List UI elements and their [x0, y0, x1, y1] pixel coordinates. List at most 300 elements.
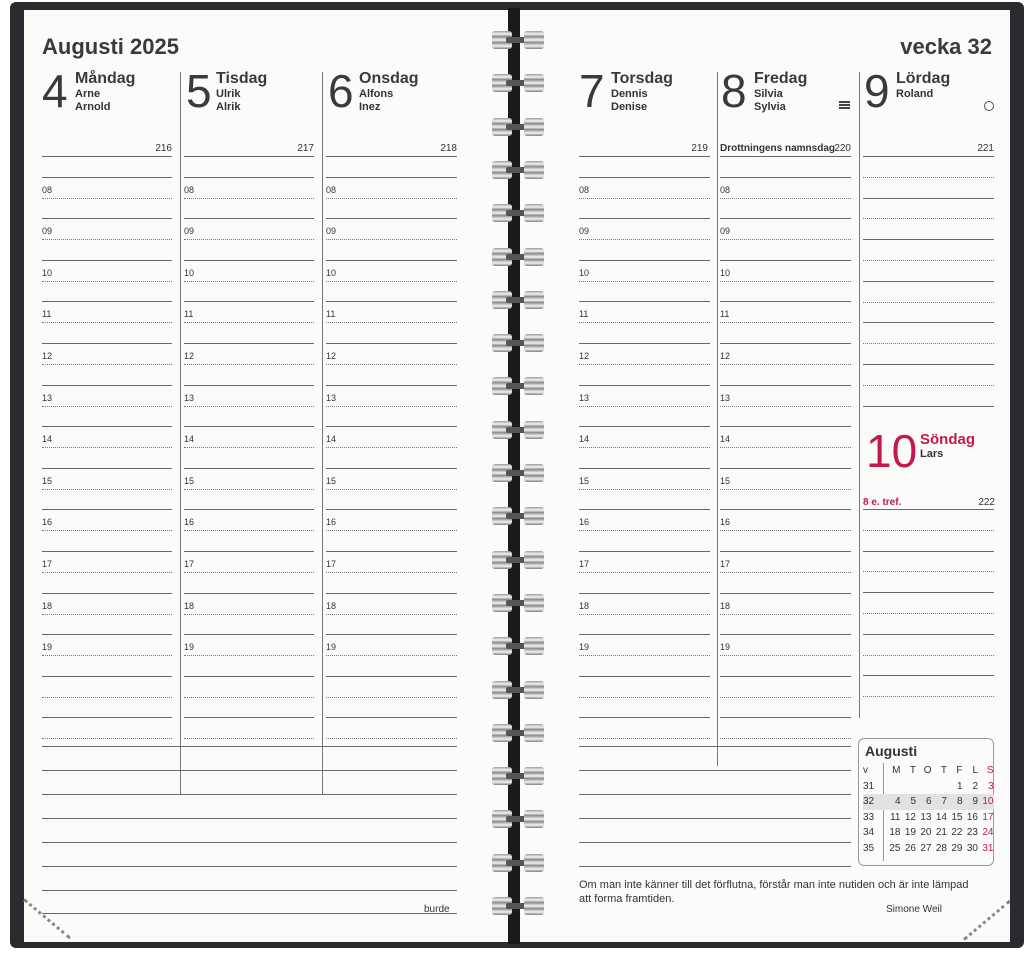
ruled-line	[720, 717, 851, 718]
quote-text: Om man inte känner till det förflutna, förstår man inte nutiden och är inte lämpad att forma framtiden.	[579, 879, 969, 905]
dotted-line	[720, 489, 851, 490]
spiral-ring	[492, 507, 544, 525]
hour-label: 09	[42, 226, 53, 237]
day-number: 6	[328, 65, 354, 117]
ruled-line	[42, 385, 172, 386]
dotted-line	[720, 322, 851, 323]
mini-calendar-day: 19	[904, 827, 916, 839]
ruled-line	[720, 385, 851, 386]
dotted-line	[326, 406, 457, 407]
ruled-line	[579, 770, 851, 771]
hour-label: 16	[579, 517, 590, 528]
day-of-year: 220	[834, 143, 851, 154]
ruled-line	[863, 322, 994, 323]
holiday-label: Drottningens namnsdag	[720, 143, 836, 154]
spiral-ring	[492, 291, 544, 309]
hour-label: 16	[42, 517, 53, 528]
ruled-line	[579, 426, 710, 427]
dotted-line	[326, 655, 457, 656]
mini-calendar-day: 14	[935, 811, 947, 823]
column-divider	[322, 72, 323, 794]
ruled-line	[579, 746, 851, 747]
spiral-ring	[492, 594, 544, 612]
week-number: 31	[863, 780, 875, 792]
spiral-ring	[492, 74, 544, 92]
hour-label: 14	[720, 434, 731, 445]
ruled-line	[720, 260, 851, 261]
hour-label: 19	[720, 642, 731, 653]
mini-calendar-day: O	[923, 765, 932, 777]
mini-calendar-day: 8	[956, 796, 963, 808]
ruled-line	[42, 301, 172, 302]
hour-label: 10	[42, 267, 53, 278]
ruled-line	[720, 177, 851, 178]
dotted-line	[326, 697, 457, 698]
ruled-line	[184, 385, 314, 386]
hour-label: 11	[184, 309, 194, 320]
ruled-line	[579, 842, 851, 843]
ruled-line	[184, 593, 314, 594]
hour-label: 19	[42, 642, 53, 653]
ruled-line	[42, 676, 172, 677]
ruled-line	[326, 509, 457, 510]
ruled-line	[720, 156, 851, 157]
mini-calendar-day: 27	[920, 842, 932, 854]
week-number: 34	[863, 827, 875, 839]
day-name: Onsdag	[359, 70, 419, 87]
ruled-line	[42, 634, 172, 635]
ruled-line	[326, 260, 457, 261]
ruled-line	[863, 675, 994, 676]
sunday-church-label: 8 e. tref.	[863, 497, 902, 508]
moon-phase-icon	[984, 101, 994, 111]
ruled-line	[42, 842, 457, 843]
ruled-line	[42, 343, 172, 344]
mini-calendar-day: 7	[941, 796, 947, 808]
hour-label: 19	[579, 642, 590, 653]
mini-calendar-title: Augusti	[865, 743, 918, 759]
ruled-line	[579, 676, 710, 677]
ruled-line	[863, 198, 994, 199]
ruled-line	[863, 634, 994, 635]
dotted-line	[326, 322, 457, 323]
day-header-wednesday	[328, 65, 464, 128]
mini-calendar-week	[863, 779, 994, 795]
ruled-line	[863, 406, 994, 407]
ruled-line	[184, 343, 314, 344]
hour-label: 14	[326, 434, 337, 445]
hour-label: 12	[720, 351, 731, 361]
dotted-line	[184, 697, 314, 698]
dotted-line	[326, 364, 457, 365]
week-title: vecka 32	[900, 34, 992, 59]
dotted-line	[720, 281, 851, 282]
mini-calendar-day: 6	[925, 796, 932, 808]
ruled-line	[184, 218, 314, 219]
mini-calendar-day: 3	[987, 780, 994, 792]
ruled-line	[863, 239, 994, 240]
mini-calendar-day: L	[972, 765, 978, 777]
dotted-line	[42, 697, 172, 698]
dotted-line	[184, 364, 314, 365]
dotted-line	[42, 655, 172, 656]
ruled-line	[42, 509, 172, 510]
ruled-line	[720, 468, 851, 469]
spiral-ring	[492, 551, 544, 569]
dotted-line	[184, 614, 314, 615]
spiral-ring	[492, 724, 544, 742]
hour-label: 15	[720, 475, 731, 486]
day-of-year: 221	[977, 143, 994, 154]
name-day: Dennis	[611, 88, 648, 100]
spiral-ring	[492, 421, 544, 439]
ruled-line	[720, 301, 851, 302]
ruled-line	[42, 794, 457, 795]
dotted-line	[579, 198, 710, 199]
dotted-line	[579, 281, 710, 282]
name-day: Denise	[611, 101, 648, 113]
mini-calendar-day: 2	[972, 780, 978, 792]
day-name: Måndag	[75, 70, 136, 87]
day-name: Torsdag	[611, 70, 673, 87]
quote-author: Simone Weil	[886, 904, 942, 915]
hour-label: 12	[42, 351, 53, 361]
month-title: Augusti 2025	[42, 34, 179, 59]
dotted-line	[42, 198, 172, 199]
ruled-line	[579, 468, 710, 469]
spiral-ring	[492, 377, 544, 395]
ruled-line	[42, 866, 457, 867]
column-divider	[180, 72, 181, 794]
dotted-line	[42, 239, 172, 240]
dotted-line	[863, 177, 994, 178]
dotted-line	[579, 530, 710, 531]
hour-label: 12	[184, 351, 195, 361]
dotted-line	[326, 738, 457, 739]
ruled-line	[720, 426, 851, 427]
day-name: Tisdag	[216, 70, 268, 87]
hour-label: 19	[326, 642, 337, 653]
ruled-line	[720, 593, 851, 594]
mini-calendar-day: 4	[894, 796, 901, 808]
ruled-line	[579, 509, 710, 510]
mini-calendar-day: 9	[972, 796, 978, 808]
hour-label: 16	[720, 517, 731, 528]
ruled-line	[184, 468, 314, 469]
ruled-line	[42, 468, 172, 469]
name-day: Lars	[920, 448, 944, 460]
name-day: Inez	[359, 101, 381, 113]
spiral-ring	[492, 637, 544, 655]
mini-calendar-day: 16	[966, 811, 978, 823]
hour-label: 09	[579, 226, 590, 237]
name-day: Alrik	[216, 101, 241, 113]
ruled-line	[42, 890, 457, 891]
week-number: v	[863, 765, 868, 777]
dotted-line	[42, 406, 172, 407]
spiral-ring	[492, 204, 544, 222]
mini-calendar-day: 22	[951, 827, 963, 839]
dotted-line	[720, 239, 851, 240]
hour-label: 11	[579, 309, 589, 320]
dotted-line	[720, 655, 851, 656]
hour-label: 08	[326, 184, 337, 195]
sunday-name: Söndag	[920, 431, 975, 448]
name-day: Arnold	[75, 101, 111, 113]
day-name: Lördag	[896, 70, 951, 87]
hour-label: 11	[720, 309, 730, 320]
mini-calendar	[858, 738, 994, 866]
hour-label: 15	[42, 475, 53, 486]
ruled-line	[184, 676, 314, 677]
day-of-year: 216	[155, 143, 172, 154]
ruled-line	[579, 866, 851, 867]
day-number: 9	[864, 65, 890, 117]
dotted-line	[184, 322, 314, 323]
ruled-line	[579, 343, 710, 344]
swedish-flag-icon	[839, 101, 850, 109]
dotted-line	[42, 738, 172, 739]
dotted-line	[184, 655, 314, 656]
dotted-line	[720, 738, 851, 739]
ruled-line	[863, 156, 994, 157]
name-day: Silvia	[754, 88, 783, 100]
ruled-line	[720, 509, 851, 510]
day-of-year: 222	[978, 497, 995, 508]
dotted-line	[579, 406, 710, 407]
week-number: 35	[863, 842, 875, 854]
dotted-line	[42, 281, 172, 282]
ruled-line	[579, 260, 710, 261]
hour-label: 15	[326, 475, 337, 486]
hour-label: 08	[720, 184, 731, 195]
mini-calendar-day: 1	[956, 780, 963, 792]
ruled-line	[42, 260, 172, 261]
ruled-line	[326, 177, 457, 178]
hour-label: 08	[42, 184, 53, 195]
dotted-line	[579, 322, 710, 323]
hour-label: 18	[579, 600, 590, 611]
ruled-line	[326, 426, 457, 427]
ruled-line	[579, 794, 851, 795]
ruled-line	[326, 156, 457, 157]
mini-calendar-day: 26	[904, 842, 916, 854]
dotted-line	[42, 614, 172, 615]
week-number: 33	[863, 811, 875, 823]
dotted-line	[42, 530, 172, 531]
spiral-ring	[492, 334, 544, 352]
mini-calendar-day: 23	[966, 827, 978, 839]
ruled-line	[720, 343, 851, 344]
hour-label: 17	[326, 559, 337, 569]
dotted-line	[579, 697, 710, 698]
hour-label: 13	[42, 392, 53, 403]
hour-label: 18	[720, 600, 731, 611]
dotted-line	[326, 614, 457, 615]
dotted-line	[863, 260, 994, 261]
spiral-ring	[492, 681, 544, 699]
mini-calendar-day: 15	[951, 811, 963, 823]
ruled-line	[720, 676, 851, 677]
dotted-line	[579, 614, 710, 615]
ruled-line	[579, 717, 710, 718]
ruled-line	[863, 592, 994, 593]
ruled-line	[326, 717, 457, 718]
mini-calendar-day: 24	[982, 827, 994, 839]
mini-calendar-grid	[863, 763, 994, 856]
name-day: Alfons	[359, 88, 394, 100]
mini-calendar-day: M	[892, 765, 901, 777]
mini-calendar-day: 10	[982, 796, 994, 808]
hour-label: 11	[326, 309, 336, 320]
dotted-line	[720, 447, 851, 448]
ruled-line	[42, 818, 457, 819]
ruled-line	[720, 218, 851, 219]
hour-label: 17	[184, 559, 195, 569]
sunday-number: 10	[866, 425, 918, 477]
day-header-thursday	[579, 65, 715, 128]
spiral-ring	[492, 31, 544, 49]
mini-calendar-day: 17	[982, 811, 994, 823]
spiral-ring	[492, 161, 544, 179]
ruled-line	[579, 634, 710, 635]
ruled-line	[579, 156, 710, 157]
ruled-line	[579, 593, 710, 594]
ruled-line	[579, 818, 851, 819]
hour-label: 13	[184, 392, 195, 403]
ruled-line	[579, 301, 710, 302]
mini-calendar-day: 11	[890, 811, 901, 823]
dotted-line	[720, 614, 851, 615]
dotted-line	[326, 530, 457, 531]
ruled-line	[184, 156, 314, 157]
ruled-line	[579, 551, 710, 552]
mini-calendar-day: 18	[889, 827, 901, 839]
dotted-line	[863, 530, 994, 531]
day-name: Fredag	[754, 70, 808, 87]
ruled-line	[42, 156, 172, 157]
dotted-line	[579, 489, 710, 490]
dotted-line	[184, 406, 314, 407]
ruled-line	[42, 426, 172, 427]
spiral-ring	[492, 248, 544, 266]
hour-label: 15	[579, 475, 590, 486]
hour-label: 12	[579, 351, 590, 361]
dotted-line	[326, 281, 457, 282]
ruled-line	[326, 301, 457, 302]
ruled-line	[184, 426, 314, 427]
mini-calendar-day: T	[940, 765, 947, 777]
mini-calendar-day: 29	[951, 842, 963, 854]
week-number: 32	[863, 796, 875, 808]
hour-label: 09	[720, 226, 731, 237]
dotted-line	[579, 572, 710, 573]
dotted-line	[720, 697, 851, 698]
ruled-line	[326, 551, 457, 552]
dotted-line	[326, 447, 457, 448]
ruled-line	[579, 218, 710, 219]
ruled-line	[326, 676, 457, 677]
mini-calendar-day: 21	[935, 827, 947, 839]
day-of-year: 219	[691, 143, 708, 154]
day-header-friday	[721, 65, 857, 128]
ruled-line	[42, 746, 457, 747]
day-number: 4	[42, 65, 68, 117]
ruled-line	[42, 593, 172, 594]
day-header-saturday	[864, 65, 1000, 128]
ruled-line	[42, 913, 457, 914]
dotted-line	[863, 571, 994, 572]
hour-label: 10	[720, 267, 731, 278]
hour-label: 13	[326, 392, 337, 403]
dotted-line	[42, 447, 172, 448]
mini-calendar-day: 28	[935, 842, 947, 854]
mini-calendar-day: 20	[920, 827, 932, 839]
dotted-line	[720, 364, 851, 365]
spiral-ring	[492, 464, 544, 482]
column-divider	[717, 72, 718, 766]
mini-calendar-day: 30	[966, 842, 978, 854]
mini-calendar-day: 12	[904, 811, 916, 823]
ruled-line	[326, 593, 457, 594]
hour-label: 13	[720, 392, 731, 403]
mini-calendar-day: T	[909, 765, 916, 777]
hour-label: 17	[579, 559, 590, 569]
day-number: 7	[579, 65, 605, 117]
dotted-line	[720, 572, 851, 573]
hour-label: 14	[42, 434, 53, 445]
dotted-line	[184, 239, 314, 240]
ruled-line	[184, 509, 314, 510]
mini-calendar-day: 31	[982, 842, 994, 854]
hour-label: 08	[579, 184, 590, 195]
ruled-line	[863, 509, 994, 510]
hour-label: 12	[326, 351, 337, 361]
ruled-line	[184, 301, 314, 302]
dotted-line	[326, 489, 457, 490]
dotted-line	[863, 218, 994, 219]
ruled-line	[42, 218, 172, 219]
column-divider	[859, 72, 860, 718]
spiral-ring	[492, 810, 544, 828]
spiral-ring	[492, 767, 544, 785]
mini-calendar-day: F	[956, 765, 963, 777]
hour-label: 16	[326, 517, 337, 528]
hour-label: 16	[184, 517, 195, 528]
ruled-line	[184, 634, 314, 635]
dotted-line	[184, 198, 314, 199]
dotted-line	[184, 530, 314, 531]
hour-label: 10	[579, 267, 590, 278]
ruled-line	[326, 218, 457, 219]
hour-label: 14	[184, 434, 195, 445]
mini-calendar-day: S	[986, 765, 994, 777]
ruled-line	[326, 468, 457, 469]
mini-calendar-week	[863, 841, 994, 857]
name-day: Ulrik	[216, 88, 241, 100]
hour-label: 08	[184, 184, 195, 195]
dotted-line	[863, 302, 994, 303]
spiral-ring	[492, 118, 544, 136]
hour-label: 18	[184, 600, 195, 611]
hour-label: 19	[184, 642, 195, 653]
ruled-line	[42, 551, 172, 552]
ruled-line	[42, 770, 457, 771]
hour-label: 10	[184, 267, 195, 278]
dotted-line	[42, 572, 172, 573]
ruled-line	[42, 717, 172, 718]
dotted-line	[863, 655, 994, 656]
